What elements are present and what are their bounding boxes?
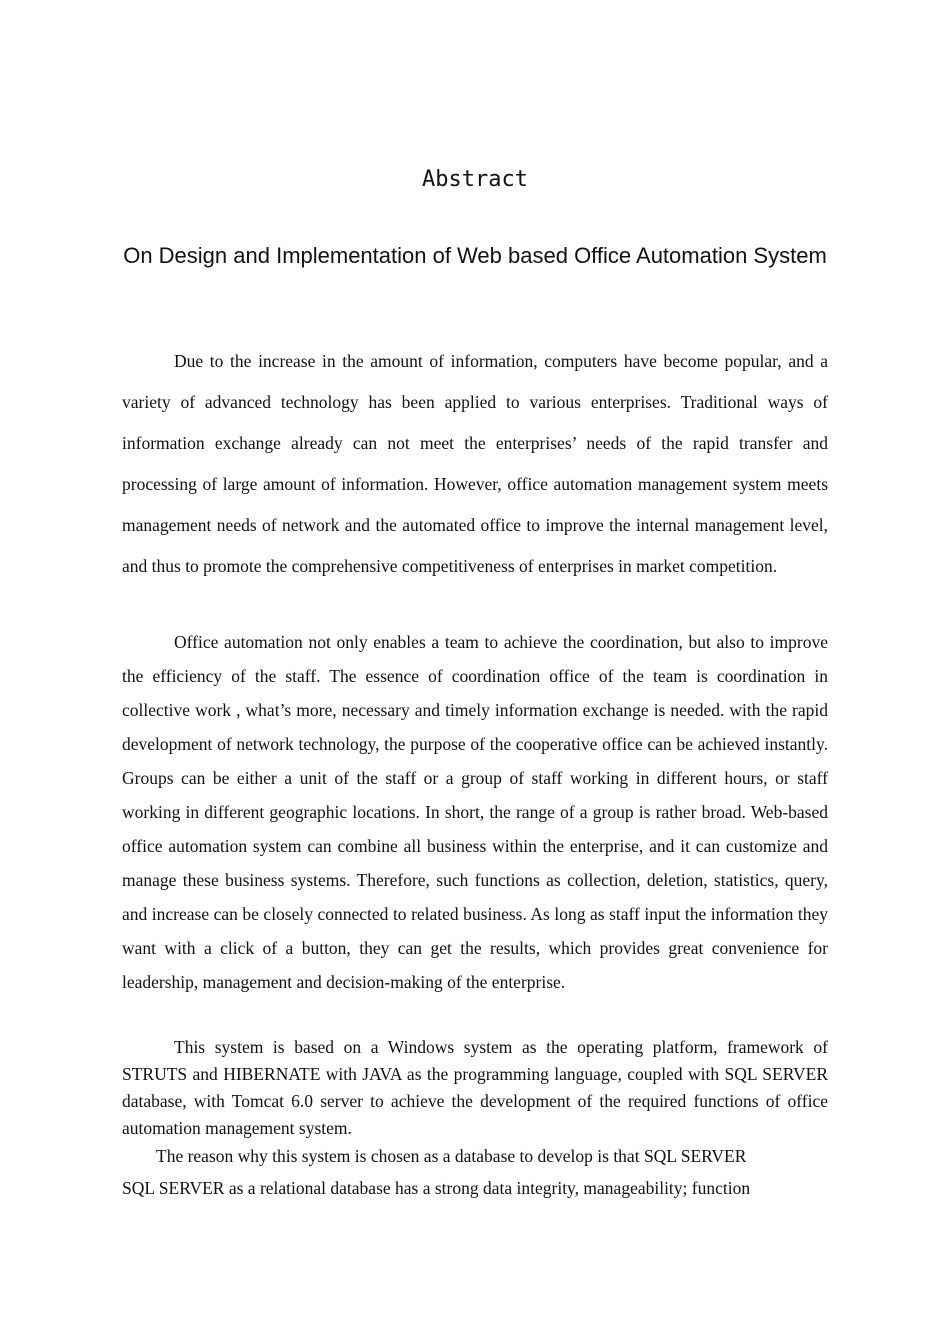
paper-title: On Design and Implementation of Web based Office Automation System [123,243,827,268]
abstract-paragraph-3: This system is based on a Windows system as the operating platform, framework of STRUTS and HIBERNATE with JAVA as the programming language, coupled with SQL SERVER database, with Tomcat 6.0 server to achieve the development of the required functions of office automation management system. [122,1037,828,1138]
abstract-paragraph-4: The reason why this system is chosen as a database to develop is that SQL SERVER SQL SERVER as a relational database has a strong data integrity, manageability; function [122,1146,751,1198]
abstract-heading: Abstract [422,167,528,192]
abstract-paragraph-2: Office automation not only enables a team to achieve the coordination, but also to improve the efficiency of the staff. The essence of coordination office of the team is coordination in collective work , what’s more, necessary and timely information exchange is needed. with the rapid development of network technology, the purpose of the cooperative office can be achieved instantly. Groups can be either a unit of the staff or a group of staff working in different hours, or staff working in different geographic locations. In short, the range of a group is rather broad. Web-based office automation system can combine all business within the enterprise, and it can customize and manage these business systems. Therefore, such functions as collection, deletion, statistics, query, and increase can be closely connected to related business. As long as staff input the information they want with a click of a button, they can get the results, which provides great convenience for leadership, management and decision-making of the enterprise. [122,632,828,992]
abstract-paragraph-1: Due to the increase in the amount of information, computers have become popular, and a variety of advanced technology has been applied to various enterprises. Traditional ways of information exchange already can not meet the enterprises’ needs of the rapid transfer and processing of large amount of information. However, office automation management system meets management needs of network and the automated office to improve the internal management level, and thus to promote the comprehensive competitiveness of enterprises in market competition. [122,351,828,576]
